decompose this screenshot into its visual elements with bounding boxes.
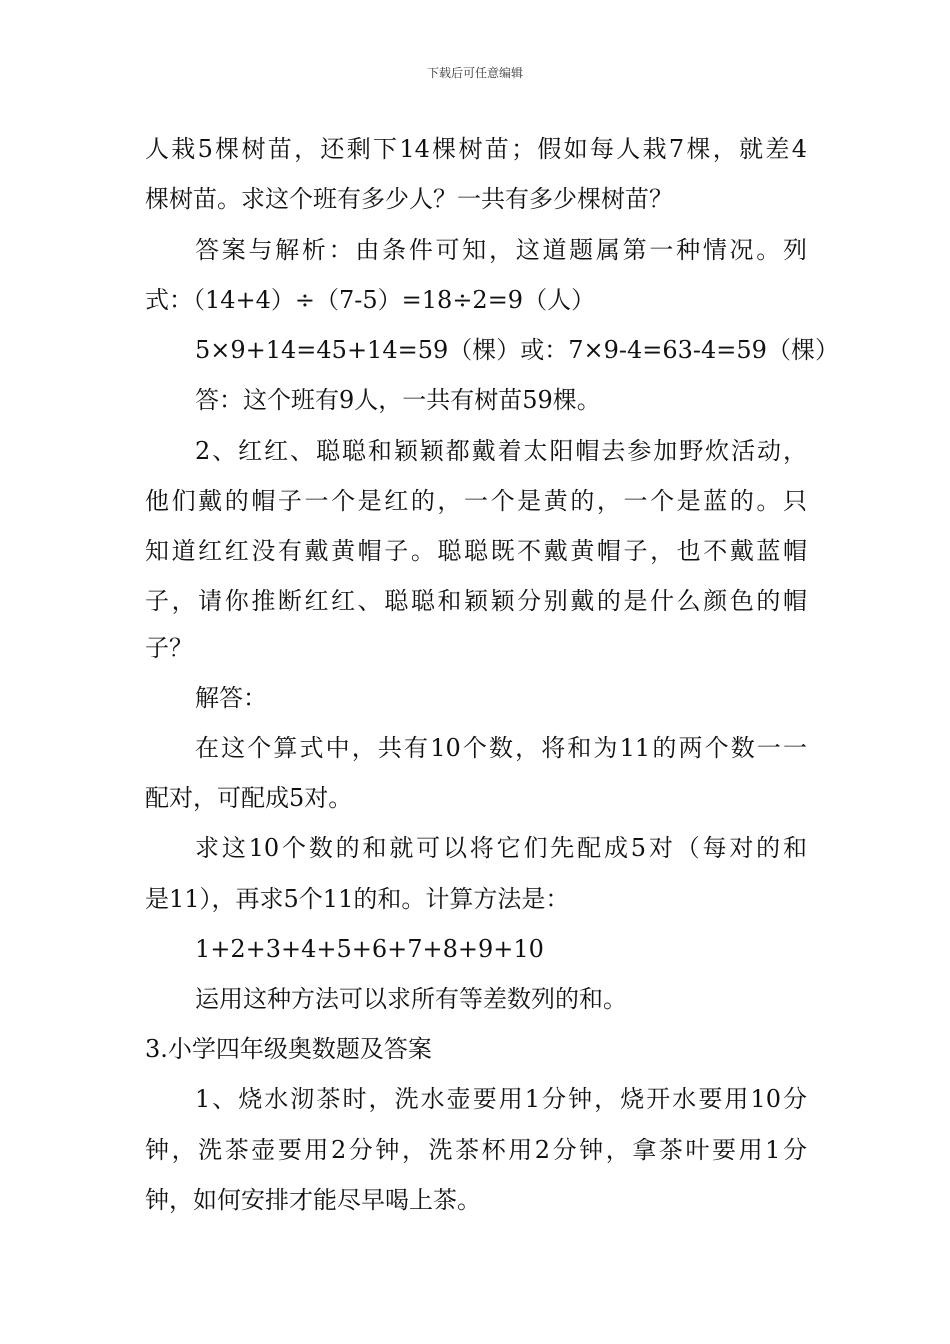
- text-line: 棵树苗。求这个班有多少人？一共有多少棵树苗？: [145, 185, 673, 213]
- text-line: 是11），再求5个11的和。计算方法是：: [145, 885, 570, 913]
- text-line: 求这10个数的和就可以将它们先配成5对（每对的和: [195, 834, 807, 862]
- section-heading: 3.小学四年级奥数题及答案: [145, 1035, 432, 1063]
- text-line: 解答：: [195, 684, 267, 712]
- text-line: 答：这个班有9人，一共有树苗59棵。: [195, 386, 601, 414]
- text-line: 他们戴的帽子一个是红的，一个是黄的，一个是蓝的。只: [145, 487, 807, 515]
- text-line: 知道红红没有戴黄帽子。聪聪既不戴黄帽子，也不戴蓝帽: [145, 537, 807, 565]
- text-line: 5×9+14=45+14=59（棵）或：7×9-4=63-4=59（棵）: [195, 336, 839, 364]
- text-line: 子？: [145, 634, 193, 662]
- text-line: 子，请你推断红红、聪聪和颖颖分别戴的是什么颜色的帽: [145, 587, 807, 615]
- text-line: 2、红红、聪聪和颖颖都戴着太阳帽去参加野炊活动，: [195, 437, 807, 465]
- text-line: 运用这种方法可以求所有等差数列的和。: [195, 985, 627, 1013]
- text-line: 1+2+3+4+5+6+7+8+9+10: [195, 935, 544, 963]
- page-header: 下载后可任意编辑: [426, 66, 523, 80]
- text-line: 钟，如何安排才能尽早喝上茶。: [145, 1186, 481, 1214]
- text-line: 人栽5棵树苗，还剩下14棵树苗；假如每人栽7棵，就差4: [145, 135, 807, 163]
- text-line: 在这个算式中，共有10个数，将和为11的两个数一一: [195, 734, 807, 762]
- text-line: 答案与解析：由条件可知，这道题属第一种情况。列: [195, 236, 807, 264]
- text-line: 配对，可配成5对。: [145, 784, 353, 812]
- text-line: 钟，洗茶壶要用2分钟，洗茶杯用2分钟，拿茶叶要用1分: [145, 1136, 807, 1164]
- text-line: 式：（14+4）÷（7-5）=18÷2=9（人）: [145, 286, 596, 314]
- text-line: 1、烧水沏茶时，洗水壶要用1分钟，烧开水要用10分: [195, 1085, 807, 1113]
